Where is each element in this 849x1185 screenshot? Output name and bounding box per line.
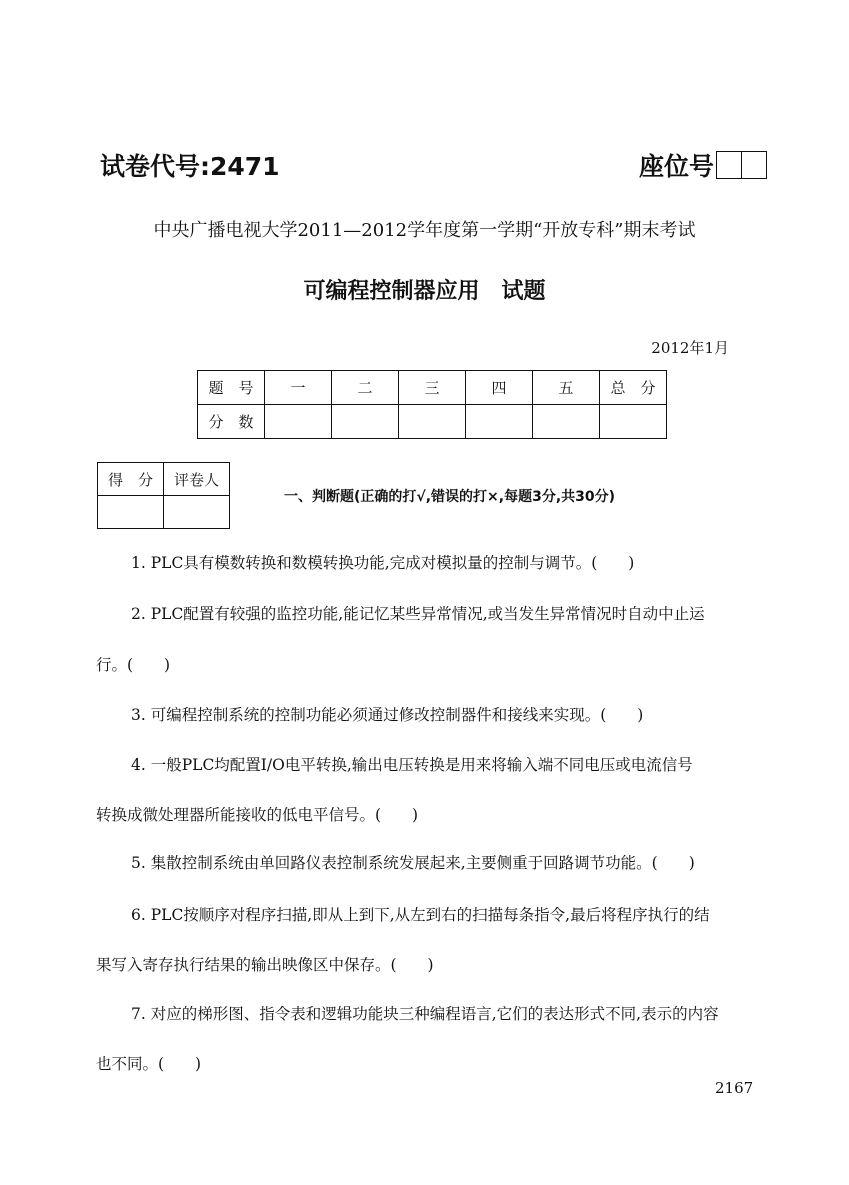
question-line: 转换成微处理器所能接收的低电平信号。( ) xyxy=(96,806,419,824)
grader-cell xyxy=(98,496,164,529)
question-line: 1. PLC具有模数转换和数模转换功能,完成对模拟量的控制与调节。( ) xyxy=(131,554,635,572)
grader-table xyxy=(97,462,230,529)
score-cell: 二 xyxy=(332,371,399,405)
section-heading: 一、判断题(正确的打√,错误的打×,每题3分,共30分) xyxy=(284,489,616,505)
score-cell xyxy=(466,405,533,439)
exam-date: 2012年1月 xyxy=(651,339,729,357)
score-cell: 题 号 xyxy=(198,371,265,405)
score-cell xyxy=(399,405,466,439)
grader-cell xyxy=(164,496,230,529)
question-line: 行。( ) xyxy=(96,656,171,674)
question-line: 3. 可编程控制系统的控制功能必须通过修改控制器件和接线来实现。( ) xyxy=(131,706,644,724)
score-cell: 五 xyxy=(533,371,600,405)
score-cell: 四 xyxy=(466,371,533,405)
seat-box xyxy=(742,151,767,179)
grader-table-header-row xyxy=(98,463,230,496)
seat-number xyxy=(639,147,767,183)
score-cell: 总 分 xyxy=(600,371,667,405)
page-number: 2167 xyxy=(715,1079,754,1097)
subject-title: 可编程控制器应用 试题 xyxy=(303,279,546,304)
question-line: 也不同。( ) xyxy=(96,1055,202,1073)
score-table-header-row xyxy=(198,371,667,405)
seat-box xyxy=(716,151,742,179)
score-cell xyxy=(600,405,667,439)
score-cell xyxy=(533,405,600,439)
seat-label: 座位号 xyxy=(638,152,714,181)
grader-cell: 评卷人 xyxy=(164,463,230,496)
question-line: 6. PLC按顺序对程序扫描,即从上到下,从左到右的扫描每条指令,最后将程序执行的结 xyxy=(131,906,710,924)
seat-boxes xyxy=(716,151,767,179)
score-cell xyxy=(332,405,399,439)
question-line: 7. 对应的梯形图、指令表和逻辑功能块三种编程语言,它们的表达形式不同,表示的内容 xyxy=(131,1005,719,1023)
score-cell: 分 数 xyxy=(198,405,265,439)
score-table xyxy=(197,370,667,439)
score-cell: 一 xyxy=(265,371,332,405)
question-line: 4. 一般PLC均配置I/O电平转换,输出电压转换是用来将输入端不同电压或电流信号 xyxy=(131,756,693,774)
grader-cell: 得 分 xyxy=(98,463,164,496)
score-table-value-row xyxy=(198,405,667,439)
score-cell: 三 xyxy=(399,371,466,405)
question-line: 2. PLC配置有较强的监控功能,能记忆某些异常情况,或当发生异常情况时自动中止运 xyxy=(131,605,705,623)
paper-code: 试卷代号:2471 xyxy=(100,152,280,181)
question-line: 果写入寄存执行结果的输出映像区中保存。( ) xyxy=(96,956,434,974)
grader-table-value-row xyxy=(98,496,230,529)
exam-title: 中央广播电视大学2011—2012学年度第一学期“开放专科”期末考试 xyxy=(153,220,696,241)
score-cell xyxy=(265,405,332,439)
question-line: 5. 集散控制系统由单回路仪表控制系统发展起来,主要侧重于回路调节功能。( ) xyxy=(131,854,695,872)
